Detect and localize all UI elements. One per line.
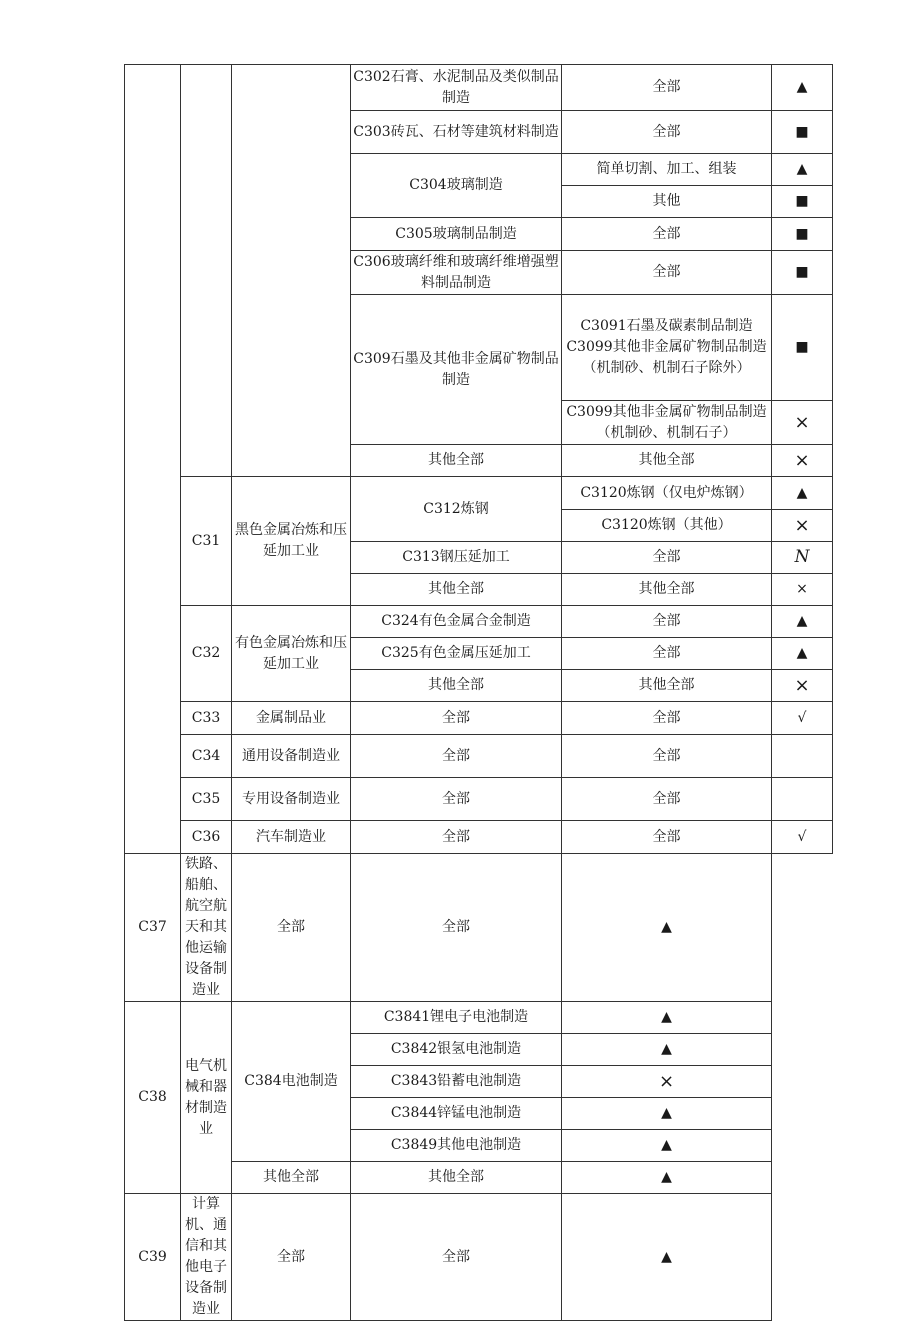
code-cell: C35 xyxy=(181,778,232,821)
scope-cell: 全部 xyxy=(351,1194,562,1321)
scope-cell: C3841锂电子电池制造 xyxy=(351,1002,562,1034)
scope-cell: 全部 xyxy=(562,606,772,638)
square-mark-icon: ■ xyxy=(772,251,833,295)
triangle-mark-icon: ▲ xyxy=(772,606,833,638)
scope-cell: 全部 xyxy=(351,854,562,1002)
scope-cell: C3120炼钢（其他） xyxy=(562,510,772,542)
code-cell: C36 xyxy=(181,821,232,854)
scope-cell: 其他全部 xyxy=(562,670,772,702)
code-cell: C31 xyxy=(181,477,232,606)
subclass-cell: C305玻璃制品制造 xyxy=(351,218,562,251)
scope-cell: C3120炼钢（仅电炉炼钢） xyxy=(562,477,772,510)
industry-cell: 黑色金属冶炼和压延加工业 xyxy=(232,477,351,606)
subclass-cell: 全部 xyxy=(351,778,562,821)
scope-cell: 全部 xyxy=(562,251,772,295)
code-cell xyxy=(181,65,232,477)
subclass-cell: 其他全部 xyxy=(351,574,562,606)
table-row xyxy=(125,735,833,778)
subclass-cell: C325有色金属压延加工 xyxy=(351,638,562,670)
square-mark-icon: ■ xyxy=(772,111,833,154)
scope-cell: 全部 xyxy=(562,702,772,735)
industry-cell: 计算机、通信和其他电子设备制造业 xyxy=(181,1194,232,1321)
triangle-mark-icon: ▲ xyxy=(562,1194,772,1321)
subclass-cell: C324有色金属合金制造 xyxy=(351,606,562,638)
subclass-cell: C309石墨及其他非金属矿物制品制造 xyxy=(351,295,562,445)
cross-mark-icon: × xyxy=(772,510,833,542)
code-cell: C34 xyxy=(181,735,232,778)
table-row xyxy=(125,702,833,735)
industry-classification-table xyxy=(124,64,833,1321)
table-row xyxy=(125,606,833,638)
subclass-cell: 全部 xyxy=(351,821,562,854)
square-mark-icon: ■ xyxy=(772,186,833,218)
subclass-cell: C303砖瓦、石材等建筑材料制造 xyxy=(351,111,562,154)
scope-cell: 全部 xyxy=(562,638,772,670)
cross-mark-icon: × xyxy=(562,1066,772,1098)
subclass-cell: 全部 xyxy=(351,735,562,778)
table-row xyxy=(125,1162,833,1194)
scope-cell: 全部 xyxy=(562,735,772,778)
code-cell: C38 xyxy=(125,1002,181,1194)
subclass-cell: C313钢压延加工 xyxy=(351,542,562,574)
table-row xyxy=(125,1194,833,1321)
subclass-cell: 其他全部 xyxy=(232,1162,351,1194)
scope-cell: 其他全部 xyxy=(562,445,772,477)
code-cell: C33 xyxy=(181,702,232,735)
scope-cell: 全部 xyxy=(562,821,772,854)
cross-mark-icon: × xyxy=(772,401,833,445)
category-cell xyxy=(125,65,181,854)
industry-cell: 专用设备制造业 xyxy=(232,778,351,821)
triangle-mark-icon: ▲ xyxy=(772,638,833,670)
scope-cell: C3099其他非金属矿物制品制造（机制砂、机制石子） xyxy=(562,401,772,445)
code-cell: C39 xyxy=(125,1194,181,1321)
scope-cell: C3844锌锰电池制造 xyxy=(351,1098,562,1130)
n-mark-icon: N xyxy=(772,542,833,574)
scope-cell: C3849其他电池制造 xyxy=(351,1130,562,1162)
triangle-mark-icon: ▲ xyxy=(772,65,833,111)
code-cell: C37 xyxy=(125,854,181,1002)
industry-cell: 金属制品业 xyxy=(232,702,351,735)
subclass-cell: 全部 xyxy=(232,1194,351,1321)
subclass-cell: C384电池制造 xyxy=(232,1002,351,1162)
cross-mark-icon: × xyxy=(772,445,833,477)
subclass-cell: C312炼钢 xyxy=(351,477,562,542)
check-mark-icon: √ xyxy=(772,702,833,735)
scope-cell: 全部 xyxy=(562,778,772,821)
subclass-cell: C302石膏、水泥制品及类似制品制造 xyxy=(351,65,562,111)
triangle-mark-icon: ▲ xyxy=(562,1130,772,1162)
triangle-mark-icon: ▲ xyxy=(562,1034,772,1066)
scope-cell: 全部 xyxy=(562,218,772,251)
mark-cell xyxy=(772,778,833,821)
triangle-mark-icon: ▲ xyxy=(562,854,772,1002)
square-mark-icon: ■ xyxy=(772,218,833,251)
cross-mark-icon: × xyxy=(772,670,833,702)
subclass-cell: 其他全部 xyxy=(351,670,562,702)
subclass-cell: 全部 xyxy=(232,854,351,1002)
industry-cell xyxy=(232,65,351,477)
table-row xyxy=(125,821,833,854)
industry-cell: 汽车制造业 xyxy=(232,821,351,854)
table-row xyxy=(125,1002,833,1034)
cross-mark-icon: × xyxy=(772,574,833,606)
scope-cell: 简单切割、加工、组装 xyxy=(562,154,772,186)
scope-cell: C3842银氢电池制造 xyxy=(351,1034,562,1066)
square-mark-icon: ■ xyxy=(772,295,833,401)
table-row xyxy=(125,854,833,1002)
scope-cell: 全部 xyxy=(562,65,772,111)
scope-cell: 全部 xyxy=(562,111,772,154)
scope-cell: 其他 xyxy=(562,186,772,218)
subclass-cell: C304玻璃制造 xyxy=(351,154,562,218)
scope-cell: C3843铅蓄电池制造 xyxy=(351,1066,562,1098)
scope-cell: 其他全部 xyxy=(351,1162,562,1194)
industry-cell: 有色金属冶炼和压延加工业 xyxy=(232,606,351,702)
check-mark-icon: √ xyxy=(772,821,833,854)
table-row xyxy=(125,778,833,821)
triangle-mark-icon: ▲ xyxy=(772,477,833,510)
mark-cell xyxy=(772,735,833,778)
industry-cell: 铁路、船舶、航空航天和其他运输设备制造业 xyxy=(181,854,232,1002)
scope-cell: C3091石墨及碳素制品制造 C3099其他非金属矿物制品制造（机制砂、机制石子除外） xyxy=(562,295,772,401)
table-row xyxy=(125,477,833,510)
subclass-cell: 全部 xyxy=(351,702,562,735)
triangle-mark-icon: ▲ xyxy=(772,154,833,186)
industry-cell: 通用设备制造业 xyxy=(232,735,351,778)
subclass-cell: C306玻璃纤维和玻璃纤维增强塑料制品制造 xyxy=(351,251,562,295)
scope-cell: 全部 xyxy=(562,542,772,574)
triangle-mark-icon: ▲ xyxy=(562,1098,772,1130)
table-row xyxy=(125,65,833,111)
triangle-mark-icon: ▲ xyxy=(562,1002,772,1034)
industry-cell: 电气机械和器材制造业 xyxy=(181,1002,232,1194)
subclass-cell: 其他全部 xyxy=(351,445,562,477)
triangle-mark-icon: ▲ xyxy=(562,1162,772,1194)
scope-cell: 其他全部 xyxy=(562,574,772,606)
code-cell: C32 xyxy=(181,606,232,702)
